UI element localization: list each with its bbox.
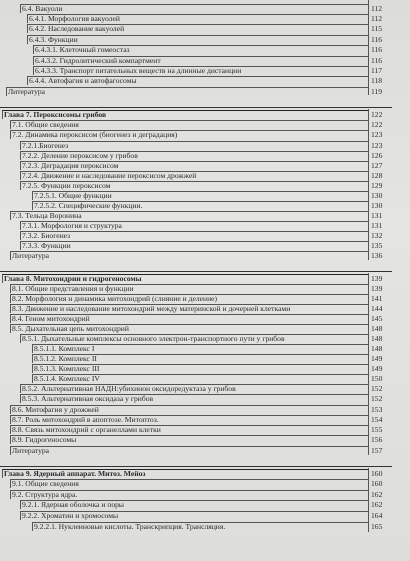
toc-row [0, 251, 410, 260]
toc-entry-title: Глава 9. Ядерный аппарат. Митоз. Мейоз [4, 469, 146, 478]
toc-page-number: 122 [371, 110, 383, 119]
toc-page-number: 139 [371, 284, 383, 293]
toc-entry-title: 6.4.3. Функции [29, 35, 78, 44]
toc-entry-title: 8.7. Роль митохондрий в апоптозе. Митоптоз. [12, 415, 159, 424]
toc-page-number: 129 [371, 181, 383, 190]
toc-chapter-row [0, 110, 410, 119]
toc-row-border [6, 87, 369, 96]
toc-page-number: 136 [371, 251, 383, 260]
toc-row [0, 181, 410, 190]
toc-entry-title: 8.6. Митофагия у дрожжей [12, 405, 99, 414]
toc-page-number: 128 [371, 171, 383, 180]
toc-page-number: 156 [371, 435, 383, 444]
toc-entry-title: 6.4.3.3. Транспорт питательных веществ на длинные дистанции [35, 66, 242, 75]
page-column-line [368, 468, 369, 532]
toc-page-number: 117 [371, 66, 383, 75]
toc-row [0, 211, 410, 220]
toc-entry-title: 7.2.5.2. Специфические функции. [34, 201, 143, 210]
toc-row [0, 394, 410, 403]
toc-page-number: 139 [371, 274, 383, 283]
toc-page-number: 152 [371, 394, 383, 403]
toc-row [0, 56, 410, 65]
toc-row [0, 374, 410, 383]
toc-entry-title: 9.2.2.1. Нуклеиновые кислоты. Транскрипция. Трансляция. [34, 522, 226, 531]
toc-row [0, 35, 410, 44]
toc-entry-title: 7.2.2. Деление пероксисом у грибов [22, 151, 138, 160]
toc-row [0, 522, 410, 531]
toc-row-border [20, 231, 369, 240]
toc-row [0, 334, 410, 343]
toc-page-number: 122 [371, 120, 383, 129]
toc-page-number: 162 [371, 500, 383, 509]
toc-entry-title: 8.5.2. Альтернативная НАДН:убихинон оксидоредуктаза у грибов [22, 384, 236, 393]
toc-row [0, 4, 410, 13]
toc-chapter-row [0, 274, 410, 283]
toc-row [0, 171, 410, 180]
toc-entry-title: 8.5.1. Дыхательные комплексы основного электрон-транспортного пути у грибов [22, 334, 285, 343]
toc-row [0, 479, 410, 488]
toc-entry-title: 7.2.1.Биогенез [22, 141, 69, 150]
toc-entry-title: 8.5.1.3. Комплекс III [34, 364, 100, 373]
toc-page-number: 116 [371, 35, 383, 44]
toc-entry-title: 6.4.4. Автофагия и автофагосомы [29, 76, 137, 85]
toc-row [0, 314, 410, 323]
toc-chapter-row [0, 469, 410, 478]
toc-row-border [20, 141, 369, 150]
toc-page-number: 152 [371, 384, 383, 393]
toc-row-border [10, 446, 369, 455]
toc-row [0, 241, 410, 250]
toc-entry-title: 8.4. Геном митохондрий [12, 314, 90, 323]
toc-row [0, 425, 410, 434]
toc-page-number: 119 [371, 87, 383, 96]
toc-entry-title: 7.2. Динамика пероксисом (биогенез и деградация) [12, 130, 178, 139]
toc-row [0, 294, 410, 303]
toc-entry-title: 7.3.1. Морфология и структура [22, 221, 122, 230]
toc-page-number: 116 [371, 45, 383, 54]
toc-row-border [10, 251, 369, 260]
toc-page-number: 154 [371, 415, 383, 424]
page-column-line [368, 109, 369, 260]
toc-page-number: 148 [371, 334, 383, 343]
toc-entry-title: 9.2.1. Ядерная оболочка и поры [22, 500, 125, 509]
toc-entry-title: 6.4.1. Морфология вакуолей [29, 14, 120, 23]
toc-row [0, 221, 410, 230]
toc-row [0, 490, 410, 499]
toc-page-number: 126 [371, 151, 383, 160]
toc-entry-title: 7.2.5. Функции пероксисом [22, 181, 111, 190]
toc-row-border [20, 241, 369, 250]
toc-entry-title: 6.4. Вакуоли [22, 4, 63, 13]
toc-page-number: 112 [371, 4, 383, 13]
toc-entry-title: 9.2.2. Хроматин и хромосомы [22, 511, 119, 520]
toc-page-number: 148 [371, 344, 383, 353]
toc-entry-title: 8.5.1.4. Комплекс IV [34, 374, 100, 383]
page-column-line [368, 273, 369, 455]
page-column-line [368, 0, 369, 95]
chapter-divider [0, 107, 392, 108]
toc-page-number: 164 [371, 511, 383, 520]
toc-entry-title: 8.5. Дыхательная цепь митохондрий [12, 324, 129, 333]
toc-entry-title: Литература [12, 446, 50, 455]
toc-entry-title: 8.3. Движение и наследование митохондрий между материнской и дочерней клетками [12, 304, 291, 313]
toc-page-number: 165 [371, 522, 383, 531]
toc-entry-title: Глава 8. Митохондрии и гидрогеносомы [4, 274, 142, 283]
toc-row-border [20, 4, 369, 13]
toc-entry-title: 8.1. Общие представления и функции [12, 284, 134, 293]
toc-row [0, 384, 410, 393]
toc-entry-title: Литература [8, 87, 46, 96]
toc-row [0, 161, 410, 170]
toc-page-number: 132 [371, 231, 383, 240]
toc-row [0, 304, 410, 313]
chapter-divider [0, 466, 392, 467]
toc-entry-title: 7.2.5.1. Общие функции [34, 191, 112, 200]
toc-row [0, 344, 410, 353]
toc-entry-title: 7.2.4. Движение и наследование пероксисом дрожжей [22, 171, 197, 180]
toc-entry-title: 8.5.3. Альтернативная оксидаза у грибов [22, 394, 154, 403]
toc-row [0, 415, 410, 424]
toc-row [0, 405, 410, 414]
toc-row [0, 45, 410, 54]
toc-entry-title: 6.4.2. Наследование вакуолей [29, 24, 125, 33]
toc-page-number: 123 [371, 130, 383, 139]
toc-entry-title: Литература [12, 251, 50, 260]
toc-entry-title: 8.2. Морфология и динамика митохондрий (слияние и деление) [12, 294, 218, 303]
toc-row [0, 511, 410, 520]
toc-page-number: 112 [371, 14, 383, 23]
toc-page-number: 145 [371, 314, 383, 323]
toc-page-number: 155 [371, 425, 383, 434]
toc-entry-title: 9.1. Общие сведения [12, 479, 79, 488]
toc-row [0, 120, 410, 129]
toc-row [0, 446, 410, 455]
toc-row [0, 141, 410, 150]
toc-page-number: 141 [371, 294, 383, 303]
toc-row [0, 435, 410, 444]
toc-page-number: 150 [371, 374, 383, 383]
toc-entry-title: 8.5.1.1. Комплекс I [34, 344, 95, 353]
toc-row [0, 87, 410, 96]
toc-page-number: 149 [371, 354, 383, 363]
toc-page-number: 162 [371, 490, 383, 499]
toc-entry-title: 7.2.3. Деградация пероксисом [22, 161, 119, 170]
toc-entry-title: 7.1. Общие сведения [12, 120, 79, 129]
toc-entry-title: 6.4.3.1. Клеточный гомеостаз [35, 45, 130, 54]
toc-page-number: 118 [371, 76, 383, 85]
toc-page-number: 127 [371, 161, 383, 170]
toc-row [0, 130, 410, 139]
toc-entry-title: 6.4.3.2. Гидролитический компартмент [35, 56, 161, 65]
toc-page-number: 135 [371, 241, 383, 250]
toc-row [0, 364, 410, 373]
chapter-divider [0, 271, 392, 272]
toc-row [0, 284, 410, 293]
toc-page-number: 131 [371, 211, 383, 220]
toc-page-number: 153 [371, 405, 383, 414]
toc-page-number: 130 [371, 201, 383, 210]
toc-row [0, 76, 410, 85]
toc-entry-title: 8.5.1.2. Комплекс II [34, 354, 97, 363]
toc-page-number: 148 [371, 324, 383, 333]
toc-row-border [27, 35, 369, 44]
toc-entry-title: 8.8. Связь митохондрий с органеллами клетки [12, 425, 161, 434]
toc-entry-title: 7.3.2. Биогенез [22, 231, 71, 240]
toc-page-number: 123 [371, 141, 383, 150]
toc-row [0, 24, 410, 33]
toc-page-number: 115 [371, 24, 383, 33]
toc-row [0, 201, 410, 210]
toc-page-number: 131 [371, 221, 383, 230]
toc-row [0, 500, 410, 509]
toc-row [0, 231, 410, 240]
toc-row [0, 14, 410, 23]
toc-entry-title: Глава 7. Пероксисомы грибов [4, 110, 107, 119]
toc-row [0, 191, 410, 200]
toc-row [0, 151, 410, 160]
toc-page-number: 149 [371, 364, 383, 373]
toc-page-number: 160 [371, 469, 383, 478]
toc-row [0, 354, 410, 363]
toc-page-number: 116 [371, 56, 383, 65]
toc-entry-title: 7.3.3. Функции [22, 241, 71, 250]
toc-row [0, 324, 410, 333]
toc-entry-title: 8.9. Гидрогеносомы [12, 435, 77, 444]
toc-row [0, 66, 410, 75]
toc-page-number: 160 [371, 479, 383, 488]
toc-page-number: 157 [371, 446, 383, 455]
toc-entry-title: 9.2. Структура ядра. [12, 490, 78, 499]
toc-page-number: 130 [371, 191, 383, 200]
toc-entry-title: 7.3. Тельца Воронина [12, 211, 82, 220]
toc-page-number: 144 [371, 304, 383, 313]
